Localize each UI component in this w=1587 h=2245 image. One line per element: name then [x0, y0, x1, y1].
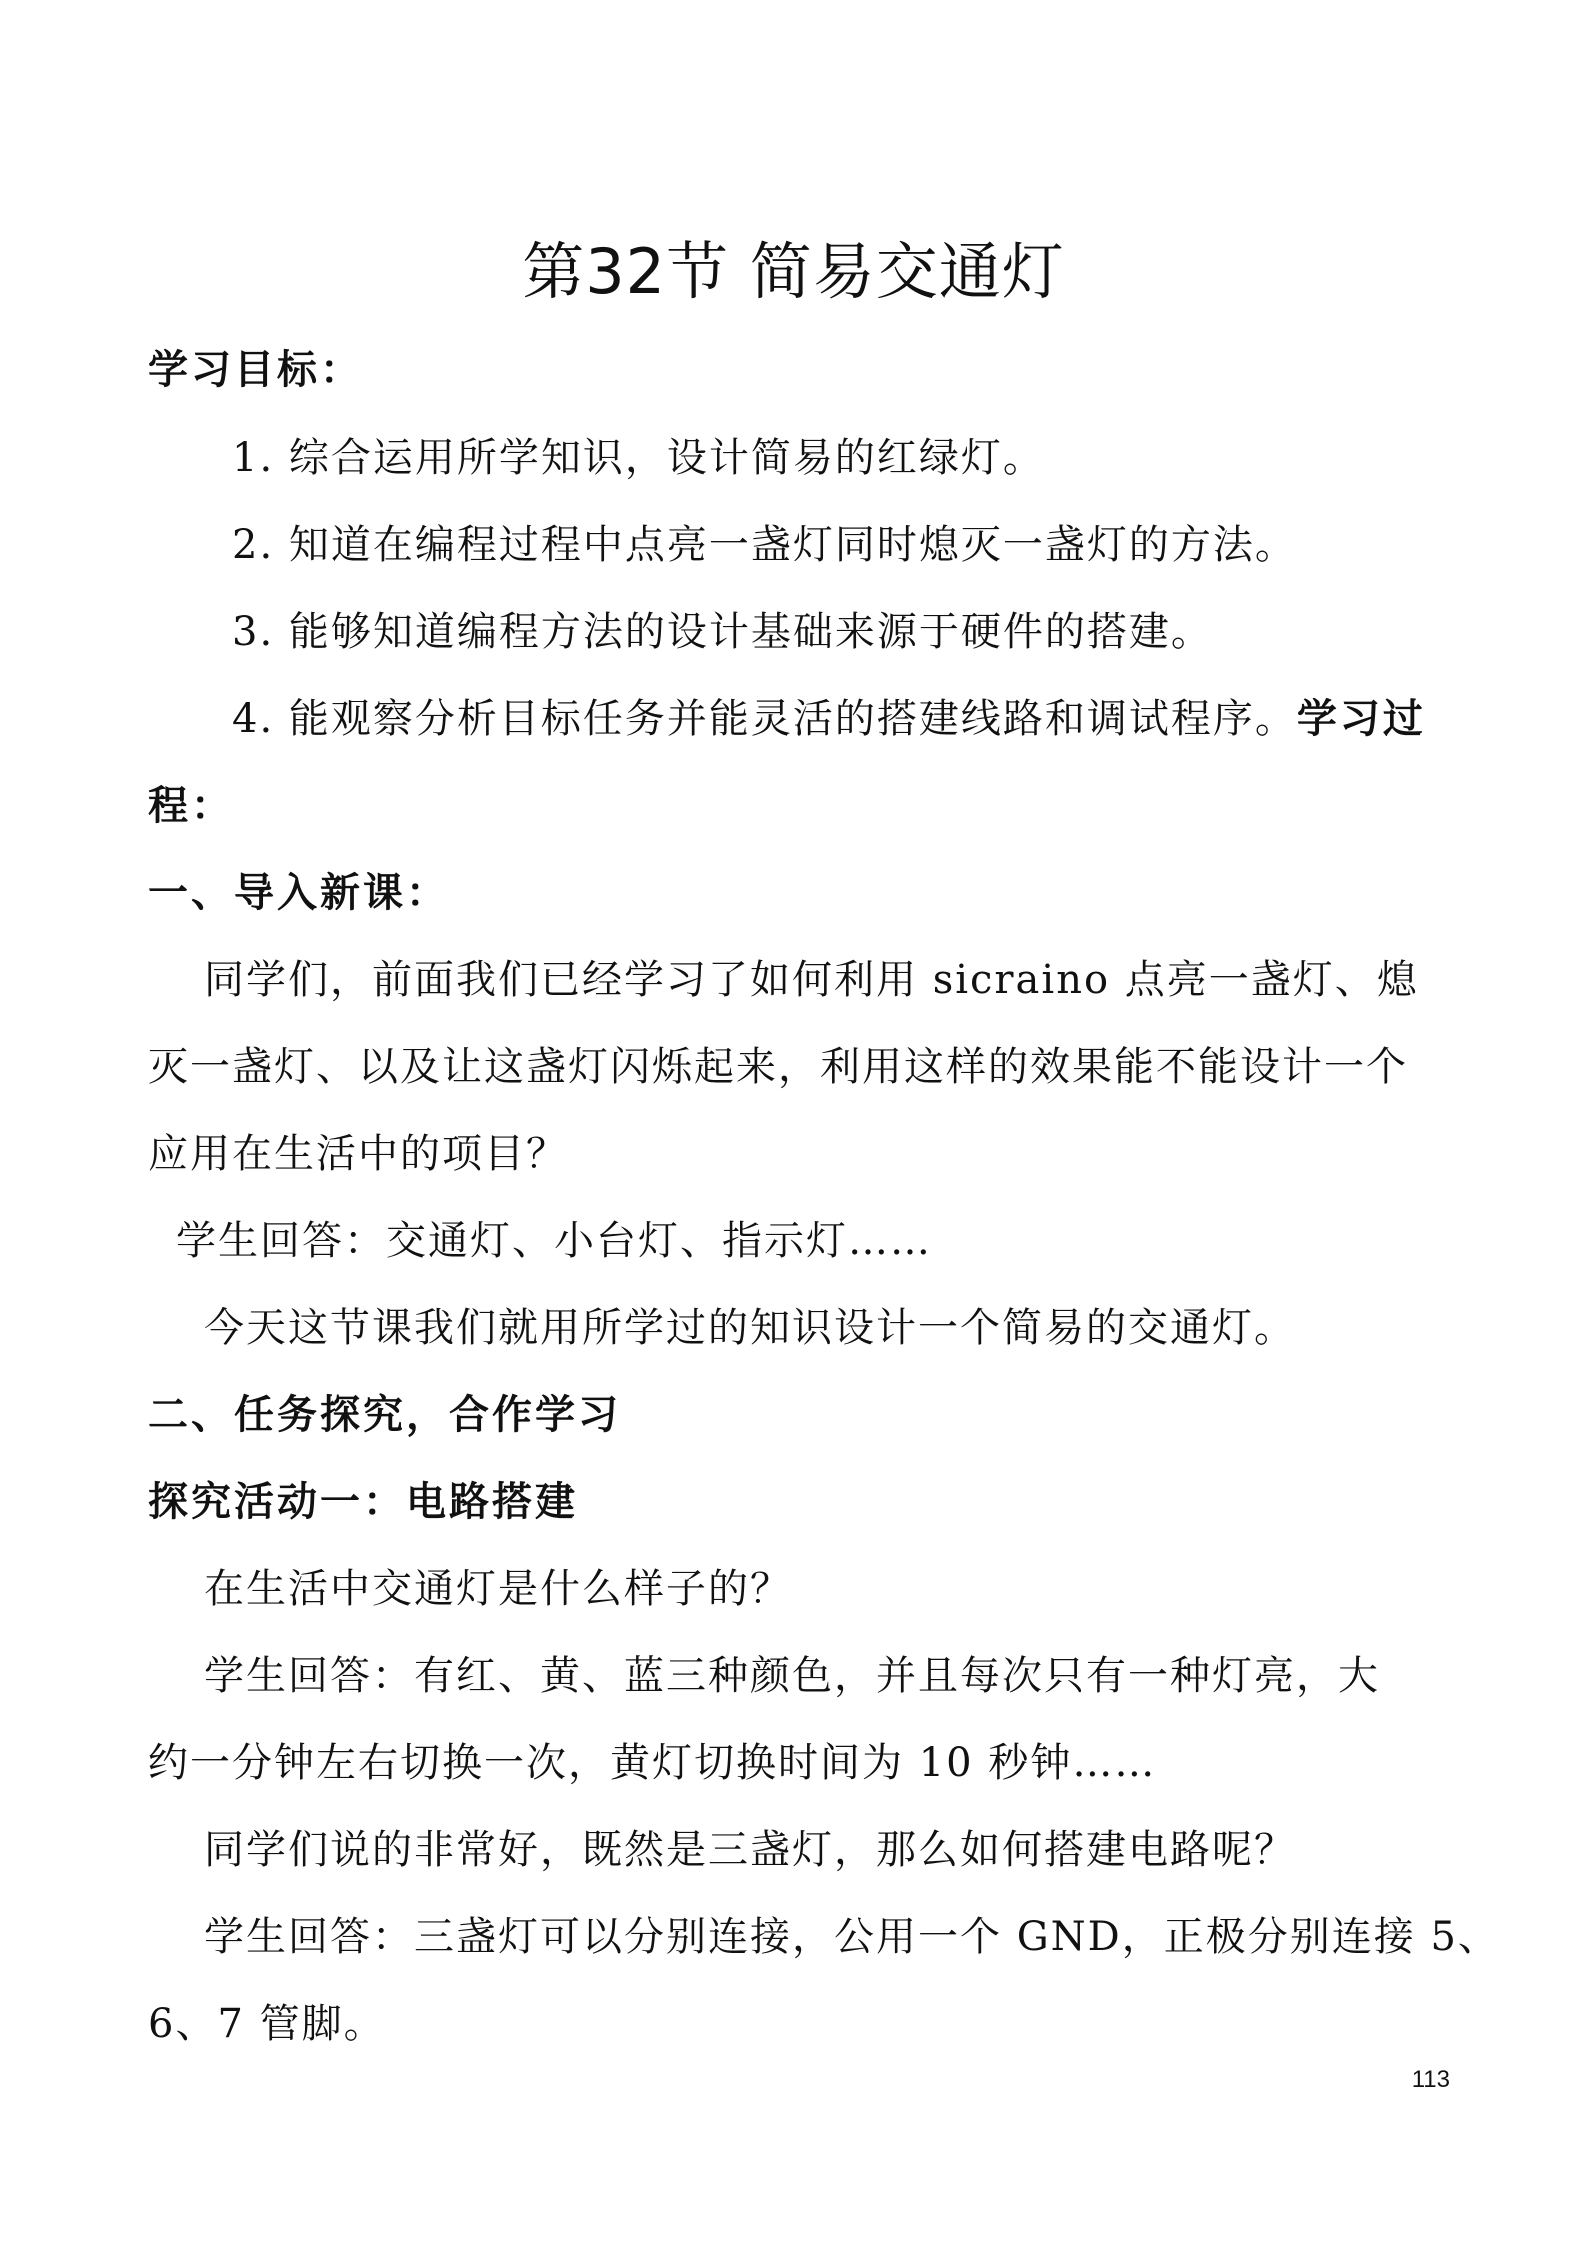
section1-para1-line1: 同学们，前面我们已经学习了如何利用 sicraino 点亮一盏灯、熄 [204, 957, 1419, 1003]
objective-item-4: 4. 能观察分析目标任务并能灵活的搭建线路和调试程序。 [232, 696, 1297, 742]
activity1-answer1-line1: 学生回答：有红、黄、蓝三种颜色，并且每次只有一种灯亮，大 [204, 1653, 1380, 1699]
activity1-answer2-line2: 6、7 管脚。 [148, 2001, 386, 2047]
objective-item-1: 1. 综合运用所学知识，设计简易的红绿灯。 [232, 435, 1045, 481]
objectives-heading: 学习目标： [148, 347, 363, 393]
objective-item-4-line [232, 691, 1532, 747]
objective-item-3: 3. 能够知道编程方法的设计基础来源于硬件的搭建。 [232, 609, 1213, 655]
process-heading-part1: 学习过 [1296, 696, 1426, 742]
objective-item-2: 2. 知道在编程过程中点亮一盏灯同时熄灭一盏灯的方法。 [232, 522, 1297, 568]
section1-student-answer: 学生回答：交通灯、小台灯、指示灯…… [176, 1218, 932, 1264]
page-title: 第32节 简易交通灯 [522, 235, 1065, 308]
activity1-question1: 在生活中交通灯是什么样子的？ [204, 1566, 792, 1612]
section2-heading: 二、任务探究，合作学习 [148, 1392, 621, 1438]
section1-para1-line2: 灭一盏灯、以及让这盏灯闪烁起来，利用这样的效果能不能设计一个 [148, 1044, 1408, 1090]
process-heading-part2: 程： [148, 783, 234, 829]
activity1-answer2-line1: 学生回答：三盏灯可以分别连接，公用一个 GND，正极分别连接 5、 [204, 1914, 1500, 1960]
page-number: 113 [1411, 2066, 1450, 2093]
section1-para1-line3: 应用在生活中的项目？ [148, 1131, 568, 1177]
activity1-answer1-line2: 约一分钟左右切换一次，黄灯切换时间为 10 秒钟…… [148, 1740, 1157, 1786]
activity1-heading: 探究活动一：电路搭建 [148, 1479, 578, 1525]
activity1-question2: 同学们说的非常好，既然是三盏灯，那么如何搭建电路呢？ [204, 1827, 1296, 1873]
section1-para2: 今天这节课我们就用所学过的知识设计一个简易的交通灯。 [204, 1305, 1296, 1351]
section1-heading: 一、导入新课： [148, 870, 449, 916]
